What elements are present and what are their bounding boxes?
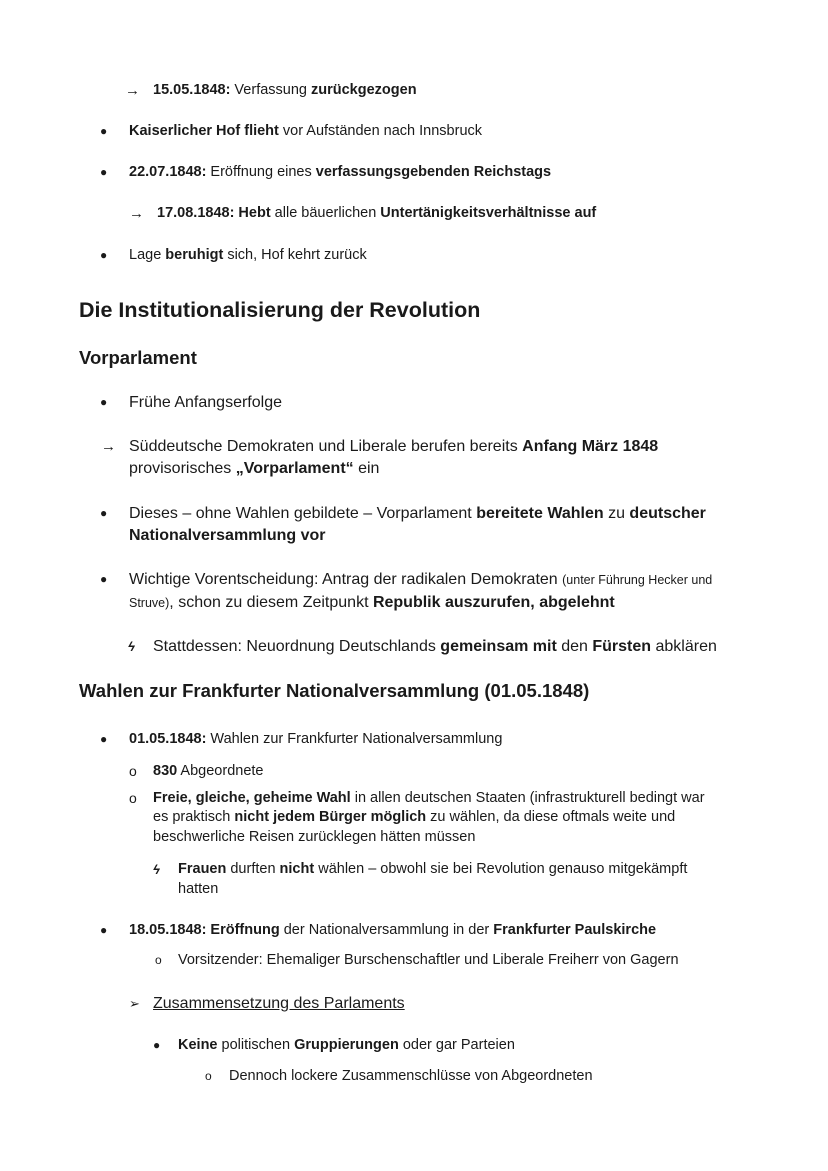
text-line: Süddeutsche Demokraten und Liberale berufen bereits Anfang März 1848	[129, 438, 659, 455]
bullet-icon: ●	[100, 248, 108, 262]
arrow-icon: →	[129, 205, 144, 222]
subsection-heading: Wahlen zur Frankfurter Nationalversammlung (01.05.1848)	[79, 680, 590, 701]
circle-bullet-icon: o	[129, 790, 137, 806]
circle-bullet-icon: o	[129, 763, 137, 779]
bullet-icon: ●	[100, 395, 108, 409]
subheading-underlined: Zusammensetzung des Parlaments	[153, 995, 405, 1012]
subsection-heading: Vorparlament	[79, 347, 197, 368]
text-line: es praktisch nicht jedem Bürger möglich zu wählen, da diese oftmals weite und	[153, 809, 676, 825]
bullet-icon: ●	[100, 923, 108, 937]
list-item: 22.07.1848: Eröffnung eines verfassungsgebenden Reichstags	[129, 164, 552, 180]
text-line: Stattdessen: Neuordnung Deutschlands gemeinsam mit den Fürsten abklären	[153, 638, 717, 655]
text-line: 17.08.1848: Hebt alle bäuerlichen Untertänigkeitsverhältnisse auf	[157, 205, 597, 221]
lightning-icon: ϟ	[153, 862, 160, 877]
text-line: provisorisches „Vorparlament“ ein	[129, 460, 380, 477]
list-item: Kaiserlicher Hof flieht vor Aufständen nach Innsbruck	[129, 123, 483, 139]
lightning-icon: ϟ	[128, 639, 135, 654]
list-item: Frühe Anfangserfolge	[129, 394, 282, 411]
text-line: beschwerliche Reisen zurücklegen hätten müssen	[153, 829, 476, 845]
arrow-icon: →	[101, 438, 116, 455]
text-line: Nationalversammlung vor	[129, 527, 326, 544]
list-item: Freie, gleiche, geheime Wahl in allen deutschen Staaten (infrastrukturell bedingt war	[153, 790, 705, 806]
text-line: hatten	[178, 881, 219, 897]
bullet-icon: ●	[100, 572, 108, 586]
list-item: Wichtige Vorentscheidung: Antrag der radikalen Demokraten (unter Führung Hecker und	[129, 571, 713, 588]
bullet-icon: ●	[100, 165, 108, 179]
circle-bullet-icon: o	[155, 953, 162, 967]
section-heading: Die Institutionalisierung der Revolution	[79, 298, 481, 322]
list-item: Dennoch lockere Zusammenschlüsse von Abgeordneten	[229, 1068, 593, 1084]
list-item: 01.05.1848: Wahlen zur Frankfurter Nationalversammlung	[129, 731, 503, 747]
arrow-icon: →	[125, 82, 140, 99]
list-item: Dieses – ohne Wahlen gebildete – Vorparlament bereitete Wahlen zu deutscher	[129, 505, 706, 522]
text-line: Struve), schon zu diesem Zeitpunkt Republik auszurufen, abgelehnt	[129, 594, 615, 611]
triangle-arrow-icon: ➢	[129, 996, 140, 1011]
list-item: Vorsitzender: Ehemaliger Burschenschaftler und Liberale Freiherr von Gagern	[178, 952, 679, 968]
text-line: 15.05.1848: Verfassung zurückgezogen	[153, 82, 417, 98]
list-item: Keine politischen Gruppierungen oder gar Parteien	[178, 1037, 515, 1053]
bullet-icon: ●	[153, 1038, 161, 1052]
text-line: Frauen durften nicht wählen – obwohl sie bei Revolution genauso mitgekämpft	[178, 861, 688, 877]
list-item: 830 Abgeordnete	[153, 763, 264, 779]
bullet-icon: ●	[100, 506, 108, 520]
bullet-icon: ●	[100, 732, 108, 746]
circle-bullet-icon: o	[205, 1069, 212, 1083]
list-item: Lage beruhigt sich, Hof kehrt zurück	[129, 247, 367, 263]
list-item: 18.05.1848: Eröffnung der Nationalversammlung in der Frankfurter Paulskirche	[129, 922, 657, 938]
bullet-icon: ●	[100, 124, 108, 138]
